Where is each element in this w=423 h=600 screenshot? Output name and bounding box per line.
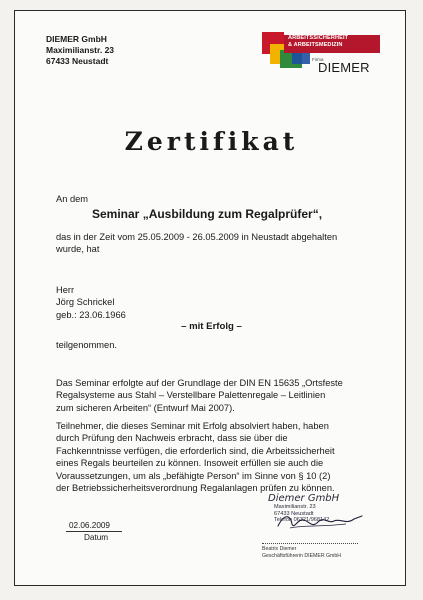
- basis-line: Regalsysteme aus Stahl – Verstellbare Palettenregale – Leitlinien: [56, 390, 326, 401]
- basis-paragraph: [56, 377, 343, 414]
- participated-text: teilgenommen.: [56, 340, 117, 350]
- handwritten-signature: [276, 510, 364, 532]
- date-line: [66, 531, 122, 532]
- company-logo: [262, 32, 382, 80]
- logo-tagline-1: ARBEITSSICHERHEIT: [288, 35, 349, 41]
- logo-band: [284, 35, 380, 53]
- qualification-line: Teilnehmer, die dieses Seminar mit Erfolg absolviert haben, haben: [56, 421, 329, 431]
- basis-line: zum sicheren Arbeiten“ (Entwurf Mai 2007).: [56, 402, 235, 413]
- stamp-phone: Telefon 06321/968142: [274, 517, 330, 524]
- qualification-line: eines Regals beurteilen zu können. Insoweit erfüllen sie auch die: [56, 458, 324, 469]
- participant-salutation: Herr: [56, 285, 75, 295]
- qualification-line: Voraussetzungen, um als „befähigte Person“ im Sinne von § 10 (2): [56, 470, 331, 481]
- sender-address: [46, 34, 114, 67]
- stamp-city: 67433 Neustadt: [274, 510, 314, 517]
- certificate-title: Zertifikat: [124, 127, 299, 156]
- result-text: – mit Erfolg –: [181, 321, 242, 332]
- participant-block: [56, 284, 126, 321]
- logo-name: DIEMER: [318, 60, 370, 75]
- sender-company: DIEMER GmbH: [46, 34, 107, 44]
- logo-firma: Firma: [312, 57, 324, 62]
- signer-name: Beatrix Diemer: [262, 546, 297, 552]
- signer-role: Geschäftsführerin DIEMER GmbH: [262, 552, 341, 559]
- period-line: wurde, hat: [56, 244, 100, 255]
- participant-name: Jörg Schrickel: [56, 297, 115, 308]
- signature-line: [262, 543, 358, 544]
- stamp-company: Diemer GmbH: [268, 493, 340, 504]
- logo-tagline-2: & ARBEITSMEDIZIN: [288, 42, 343, 48]
- intro-text: An dem: [56, 194, 89, 204]
- sender-city: 67433 Neustadt: [46, 56, 109, 66]
- qualification-line: durch Prüfung den Nachweis erbracht, dass sie über die: [56, 433, 288, 444]
- sender-street: Maximilianstr. 23: [46, 45, 115, 55]
- issue-date: 02.06.2009: [69, 521, 110, 530]
- period-paragraph: [56, 231, 337, 256]
- qualification-paragraph: [56, 420, 335, 494]
- qualification-line: Fachkenntnisse verfügen, die erforderlich sind, die Arbeitssicherheit: [56, 445, 335, 456]
- signer-block: [262, 546, 341, 559]
- seminar-name: Seminar „Ausbildung zum Regalprüfer“,: [92, 207, 323, 221]
- period-line: das in der Zeit vom 25.05.2009 - 26.05.2009 in Neustadt abgehalten: [56, 232, 338, 242]
- basis-line: Das Seminar erfolgte auf der Grundlage der DIN EN 15635 „Ortsfeste: [56, 378, 343, 388]
- stamp-street: Maximilianstr. 23: [274, 504, 316, 510]
- participant-birth: geb.: 23.06.1966: [56, 309, 126, 320]
- date-label: Datum: [84, 533, 109, 542]
- qualification-line: der Betriebssicherheitsverordnung Regalanlagen prüfen zu können.: [56, 483, 335, 494]
